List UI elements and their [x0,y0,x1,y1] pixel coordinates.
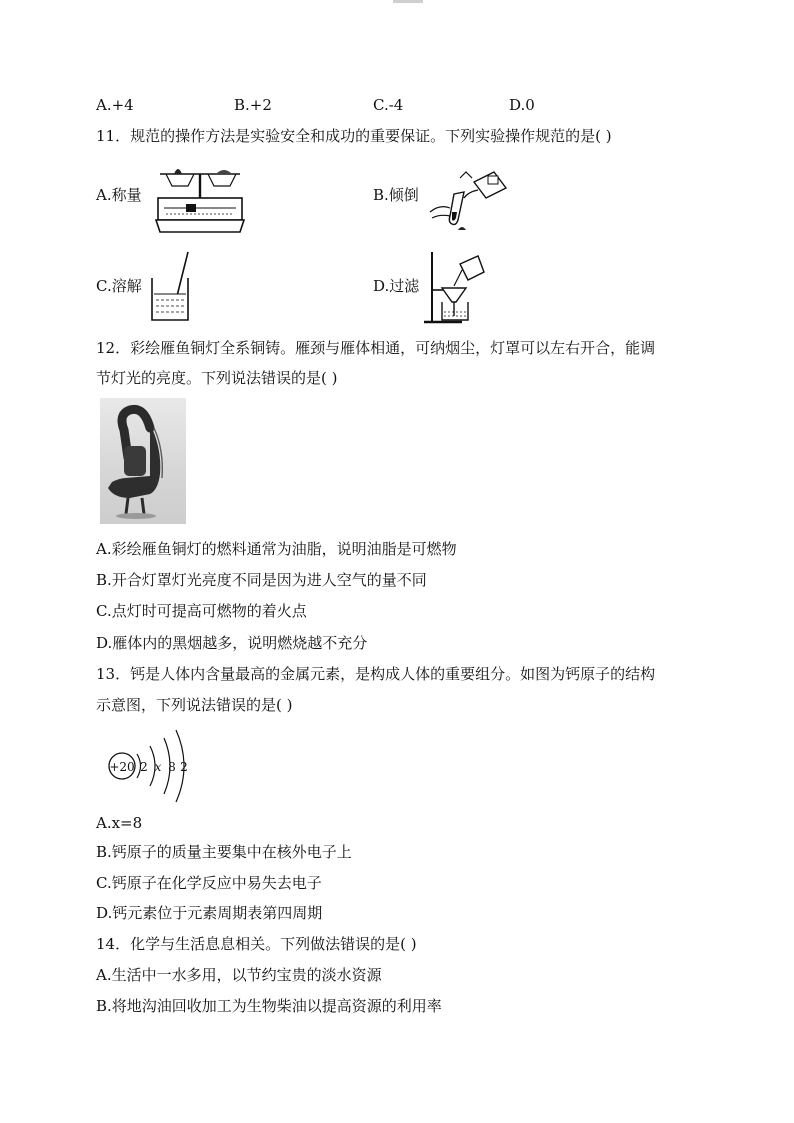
q11-option-d[interactable]: D.过滤 [373,277,420,295]
q13-option-b[interactable]: B.钙原子的质量主要集中在核外电子上 [96,843,352,861]
q13-stem-line-1: 13．钙是人体内含量最高的金属元素，是构成人体的重要组分。如图为钙原子的结构 [96,665,656,683]
q12-option-c[interactable]: C.点灯时可提高可燃物的着火点 [96,602,307,620]
q11-option-c[interactable]: C.溶解 [96,277,142,295]
q10-options [96,96,656,116]
q13-stem-line-2: 示意图，下列说法错误的是( ) [96,696,293,714]
shell-2-electrons: x [154,760,162,774]
goose-fish-lamp-photo [100,398,186,524]
shell-1-electrons: 2 [140,760,148,774]
calcium-atom-structure-diagram [104,728,204,804]
shell-4-electrons: 2 [180,760,188,774]
q11-stem: 11．规范的操作方法是实验安全和成功的重要保证。下列实验操作规范的是( ) [96,127,612,145]
filtration-apparatus-image [422,250,488,326]
q13-option-c[interactable]: C.钙原子在化学反应中易失去电子 [96,874,322,892]
q12-option-a[interactable]: A.彩绘雁鱼铜灯的燃料通常为油脂，说明油脂是可燃物 [96,540,457,558]
q11-option-a[interactable]: A.称量 [96,186,142,204]
q14-option-a[interactable]: A.生活中一水多用，以节约宝贵的淡水资源 [96,966,382,984]
q14-stem: 14．化学与生活息息相关。下列做法错误的是( ) [96,935,417,953]
q13-option-a[interactable]: A.x=8 [96,814,143,832]
q11-option-b[interactable]: B.倾倒 [373,186,419,204]
q10-option-b[interactable]: B.+2 [234,96,272,114]
q10-option-c[interactable]: C.-4 [373,96,404,114]
q10-option-d[interactable]: D.0 [509,96,535,114]
q14-option-b[interactable]: B.将地沟油回收加工为生物柴油以提高资源的利用率 [96,997,442,1015]
pouring-liquid-image [428,168,510,236]
q12-stem-line-2: 节灯光的亮度。下列说法错误的是( ) [96,369,338,387]
q12-option-d[interactable]: D.雁体内的黑烟越多，说明燃烧越不充分 [96,634,368,652]
q12-stem-line-1: 12．彩绘雁鱼铜灯全系铜铸。雁颈与雁体相通，可纳烟尘，灯罩可以左右开合，能调 [96,339,656,357]
dissolving-beaker-image [148,250,192,324]
shell-3-electrons: 8 [168,760,176,774]
nucleus-charge-label: +20 [109,760,135,774]
page-top-mark [393,0,423,3]
q12-option-b[interactable]: B.开合灯罩灯光亮度不同是因为进人空气的量不同 [96,571,427,589]
balance-scale-image [152,162,248,236]
q10-option-a[interactable]: A.+4 [96,96,134,114]
q13-option-d[interactable]: D.钙元素位于元素周期表第四周期 [96,904,323,922]
